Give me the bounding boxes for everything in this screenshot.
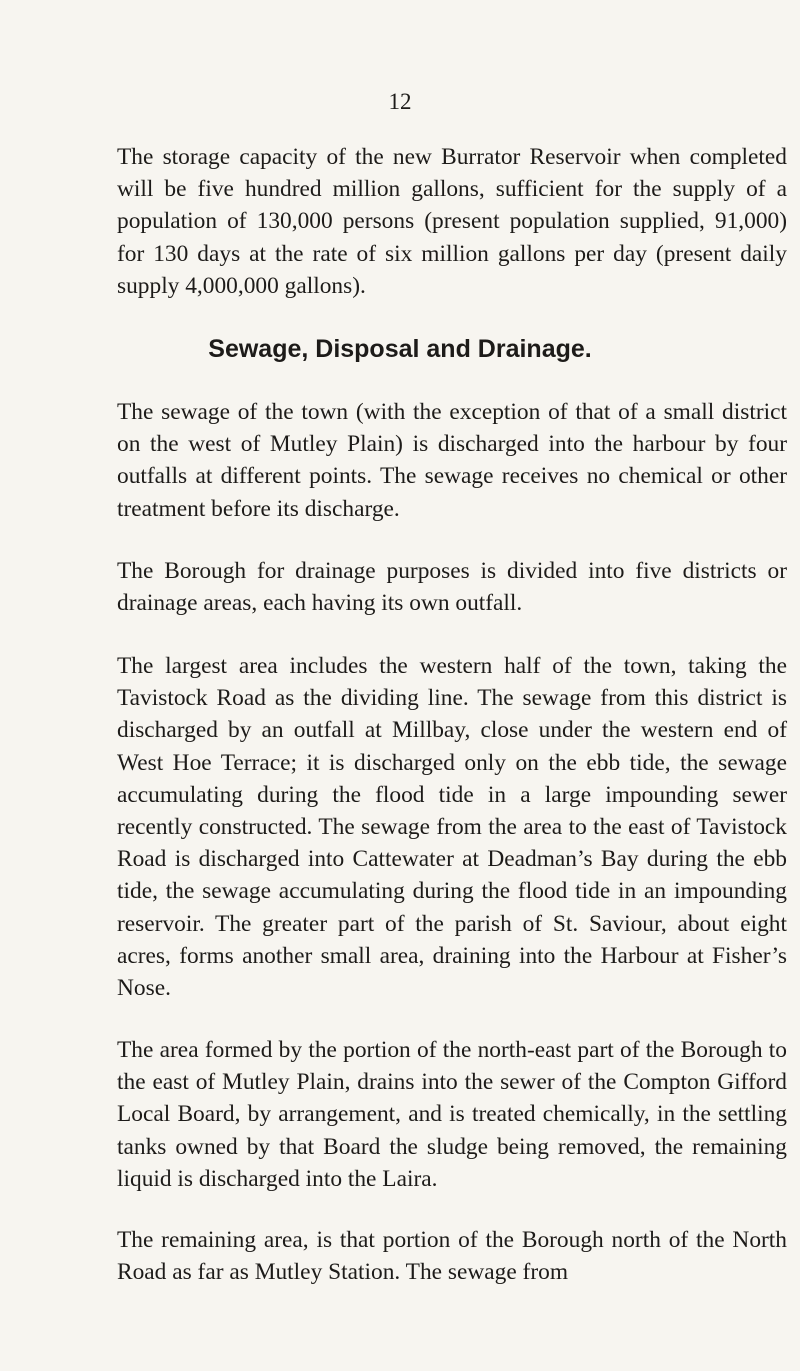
paragraph-drainage-districts: The Borough for drainage purposes is divided into five districts or drainage areas, each having its own outfall.	[117, 558, 787, 617]
paragraph-remaining-area: The remaining area, is that portion of the Borough north of the North Road as far as Mutley Station. The sewage from	[117, 1227, 787, 1286]
section-heading: Sewage, Disposal and Drainage.	[208, 335, 592, 363]
paragraph-reservoir-capacity: The storage capacity of the new Burrator Reservoir when completed will be five hundred million gallons, sufficient for the supply of a population of 130,000 persons (present population supplied, 91,000) for 130 days at the rate of six million gallons per day (present daily supply 4,000,000 gallons).	[117, 144, 787, 299]
paragraph-sewage-discharge: The sewage of the town (with the exception of that of a small district on the west of Mutley Plain) is discharged into the harbour by four outfalls at different points. The sewage receives no chemical or other treatment before its discharge.	[117, 399, 787, 522]
page-number: 12	[388, 89, 412, 114]
paragraph-north-east-area: The area formed by the portion of the north-east part of the Borough to the east of Mutley Plain, drains into the sewer of the Compton Gifford Local Board, by arrangement, and is treated chemically, in the settling tanks owned by that Board the sludge being removed, the remaining liquid is discharged into the Laira.	[117, 1037, 787, 1192]
paragraph-largest-area: The largest area includes the western half of the town, taking the Tavistock Road as the dividing line. The sewage from this district is discharged by an outfall at Millbay, close under the western end of West Hoe Terrace; it is discharged only on the ebb tide, the sewage accumulating during the flood tide in a large impounding sewer recently constructed. The sewage from the area to the east of Tavistock Road is discharged into Cattewater at Deadman’s Bay during the ebb tide, the sewage accumulating during the flood tide in an impounding reservoir. The greater part of the parish of St. Saviour, about eight acres, forms another small area, draining into the Harbour at Fisher’s Nose.	[117, 653, 787, 1002]
